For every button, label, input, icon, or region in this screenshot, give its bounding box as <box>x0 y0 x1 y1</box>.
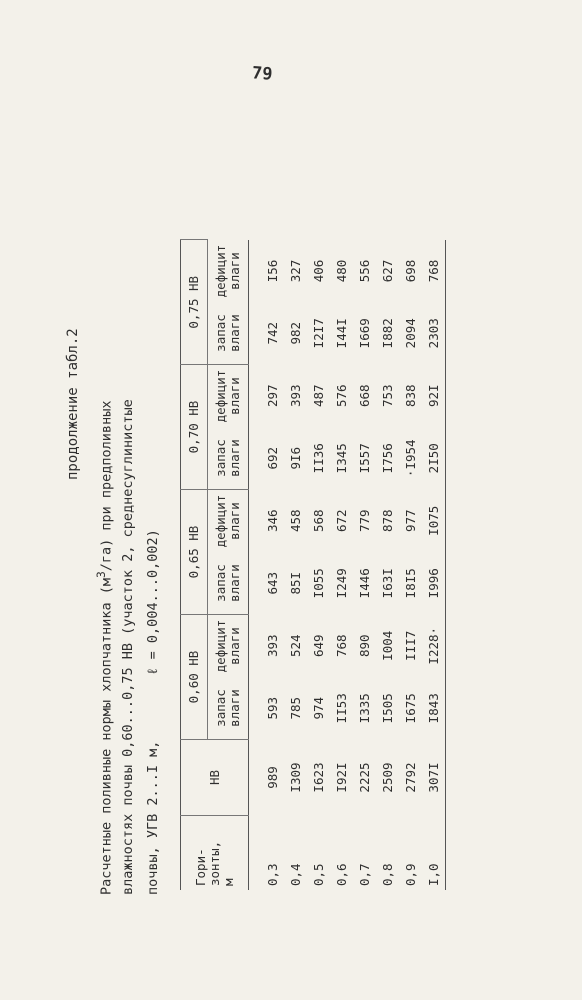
value-cell: 327 <box>288 259 303 283</box>
value-cell: 627 <box>380 259 395 283</box>
value-cell: I56 <box>265 259 280 283</box>
continuation-label: продолжение табл.2 <box>65 328 81 480</box>
value-cell: I2I7 <box>311 318 326 349</box>
value-cell: 668 <box>357 384 372 408</box>
value-cell: 649 <box>311 634 326 658</box>
value-cell: 698 <box>403 259 418 283</box>
caption-superscript: 3 <box>95 571 108 579</box>
value-cell: I557 <box>357 443 372 474</box>
nv-cell: 989 <box>265 766 280 789</box>
value-cell: 878 <box>380 509 395 533</box>
horizon-cell: 0,5 <box>311 863 326 886</box>
group-header-060: 0,60 НВ <box>181 615 208 740</box>
nv-cell: 2792 <box>403 762 418 793</box>
value-cell: 406 <box>311 259 326 283</box>
value-cell: 742 <box>265 321 280 345</box>
horizon-cell: 0,7 <box>357 863 372 886</box>
value-cell: I63I <box>380 568 395 599</box>
value-cell: 753 <box>380 384 395 408</box>
moisture-table <box>180 240 446 891</box>
value-cell: I004 <box>380 630 395 661</box>
value-cell: I996 <box>426 568 441 599</box>
value-cell: 297 <box>265 384 280 408</box>
value-cell: 593 <box>265 696 280 720</box>
value-cell: 524 <box>288 634 303 658</box>
value-cell: 692 <box>265 446 280 470</box>
group-header-070: 0,70 НВ <box>181 365 208 490</box>
horizon-cell: 0,4 <box>288 863 303 886</box>
horizon-cell: 0,6 <box>334 863 349 886</box>
value-cell: 576 <box>334 384 349 408</box>
subheader-deficit: дефицит влаги <box>208 365 249 428</box>
table-row <box>249 240 285 890</box>
column-header-nv: НВ <box>181 740 249 816</box>
value-cell: I335 <box>357 693 372 724</box>
value-cell: I345 <box>334 443 349 474</box>
value-cell: I8I5 <box>403 568 418 599</box>
value-cell: I075 <box>426 505 441 536</box>
table-caption-line-1: Расчетные поливные нормы хлопчатника $(м^3/га)$ при предполивных <box>95 400 115 895</box>
table-row <box>284 240 307 890</box>
value-cell: 393 <box>265 634 280 658</box>
value-cell: 92I <box>426 384 441 408</box>
value-cell: I055 <box>311 568 326 599</box>
value-cell: 2094 <box>403 318 418 349</box>
value-cell: 393 <box>288 384 303 408</box>
value-cell: 982 <box>288 321 303 345</box>
table-body <box>249 240 446 890</box>
value-cell: ·I954 <box>403 439 418 478</box>
value-cell: 85I <box>288 571 303 595</box>
value-cell: 672 <box>334 509 349 533</box>
nv-cell: I92I <box>334 762 349 793</box>
value-cell: I669 <box>357 318 372 349</box>
column-header-horizon: Гори- зонты, м <box>181 816 249 891</box>
table-row <box>399 240 422 890</box>
nv-cell: 2509 <box>380 762 395 793</box>
value-cell: 458 <box>288 509 303 533</box>
subheader-reserve: запас влаги <box>213 439 242 477</box>
value-cell: 838 <box>403 384 418 408</box>
value-cell: 974 <box>311 696 326 720</box>
subheader-reserve: запас влаги <box>213 314 242 352</box>
subheader-deficit: дефицит влаги <box>213 244 242 298</box>
value-cell: 768 <box>334 634 349 658</box>
nv-cell: 2225 <box>357 762 372 793</box>
value-cell: 480 <box>334 259 349 283</box>
value-cell: 779 <box>357 509 372 533</box>
value-cell: 568 <box>311 509 326 533</box>
value-cell: I228· <box>426 626 441 665</box>
value-cell: 643 <box>265 571 280 595</box>
value-cell: 487 <box>311 384 326 408</box>
value-cell: I756 <box>380 443 395 474</box>
subheader-deficit: дефицит влаги <box>208 490 249 553</box>
group-header-075: 0,75 НВ <box>181 240 208 365</box>
value-cell: III7 <box>403 630 418 661</box>
value-cell: II36 <box>311 443 326 474</box>
value-cell: I675 <box>403 693 418 724</box>
table-row <box>307 240 330 890</box>
subheader-reserve: запас влаги <box>213 689 242 727</box>
value-cell: 556 <box>357 259 372 283</box>
nv-cell: I309 <box>288 762 303 793</box>
value-cell: I882 <box>380 318 395 349</box>
value-cell: I446 <box>357 568 372 599</box>
page-number: 79 <box>251 63 274 85</box>
value-cell: 2I50 <box>426 443 441 474</box>
value-cell: I44I <box>334 318 349 349</box>
value-cell: 890 <box>357 634 372 658</box>
table-row <box>376 240 399 890</box>
value-cell: 768 <box>426 259 441 283</box>
value-cell: I249 <box>334 568 349 599</box>
horizon-cell: I,0 <box>426 863 441 886</box>
value-cell: II53 <box>334 693 349 724</box>
value-cell: 785 <box>288 696 303 720</box>
nv-cell: 307I <box>426 762 441 793</box>
value-cell: 9I6 <box>288 446 303 470</box>
value-cell: 2303 <box>426 318 441 349</box>
table-caption-line-2: влажностях почвы 0,60...0,75 НВ (участок 2, среднесуглинистые <box>120 399 136 895</box>
horizon-cell: 0,9 <box>403 863 418 886</box>
table-row <box>422 240 446 890</box>
subheader-deficit: дефицит влаги <box>208 615 249 678</box>
subheader-reserve: запас влаги <box>213 564 242 602</box>
value-cell: 977 <box>403 509 418 533</box>
value-cell: I843 <box>426 693 441 724</box>
table-row <box>330 240 353 890</box>
table-row <box>353 240 376 890</box>
nv-cell: I623 <box>311 762 326 793</box>
horizon-cell: 0,8 <box>380 863 395 886</box>
table-caption-line-3: почвы, УГВ 2...I м, ℓ = 0,004...0,002) <box>145 529 161 895</box>
group-header-065: 0,65 НВ <box>181 490 208 615</box>
value-cell: 346 <box>265 509 280 533</box>
value-cell: I505 <box>380 693 395 724</box>
horizon-cell: 0,3 <box>265 863 280 886</box>
rotated-table-block <box>65 95 575 895</box>
